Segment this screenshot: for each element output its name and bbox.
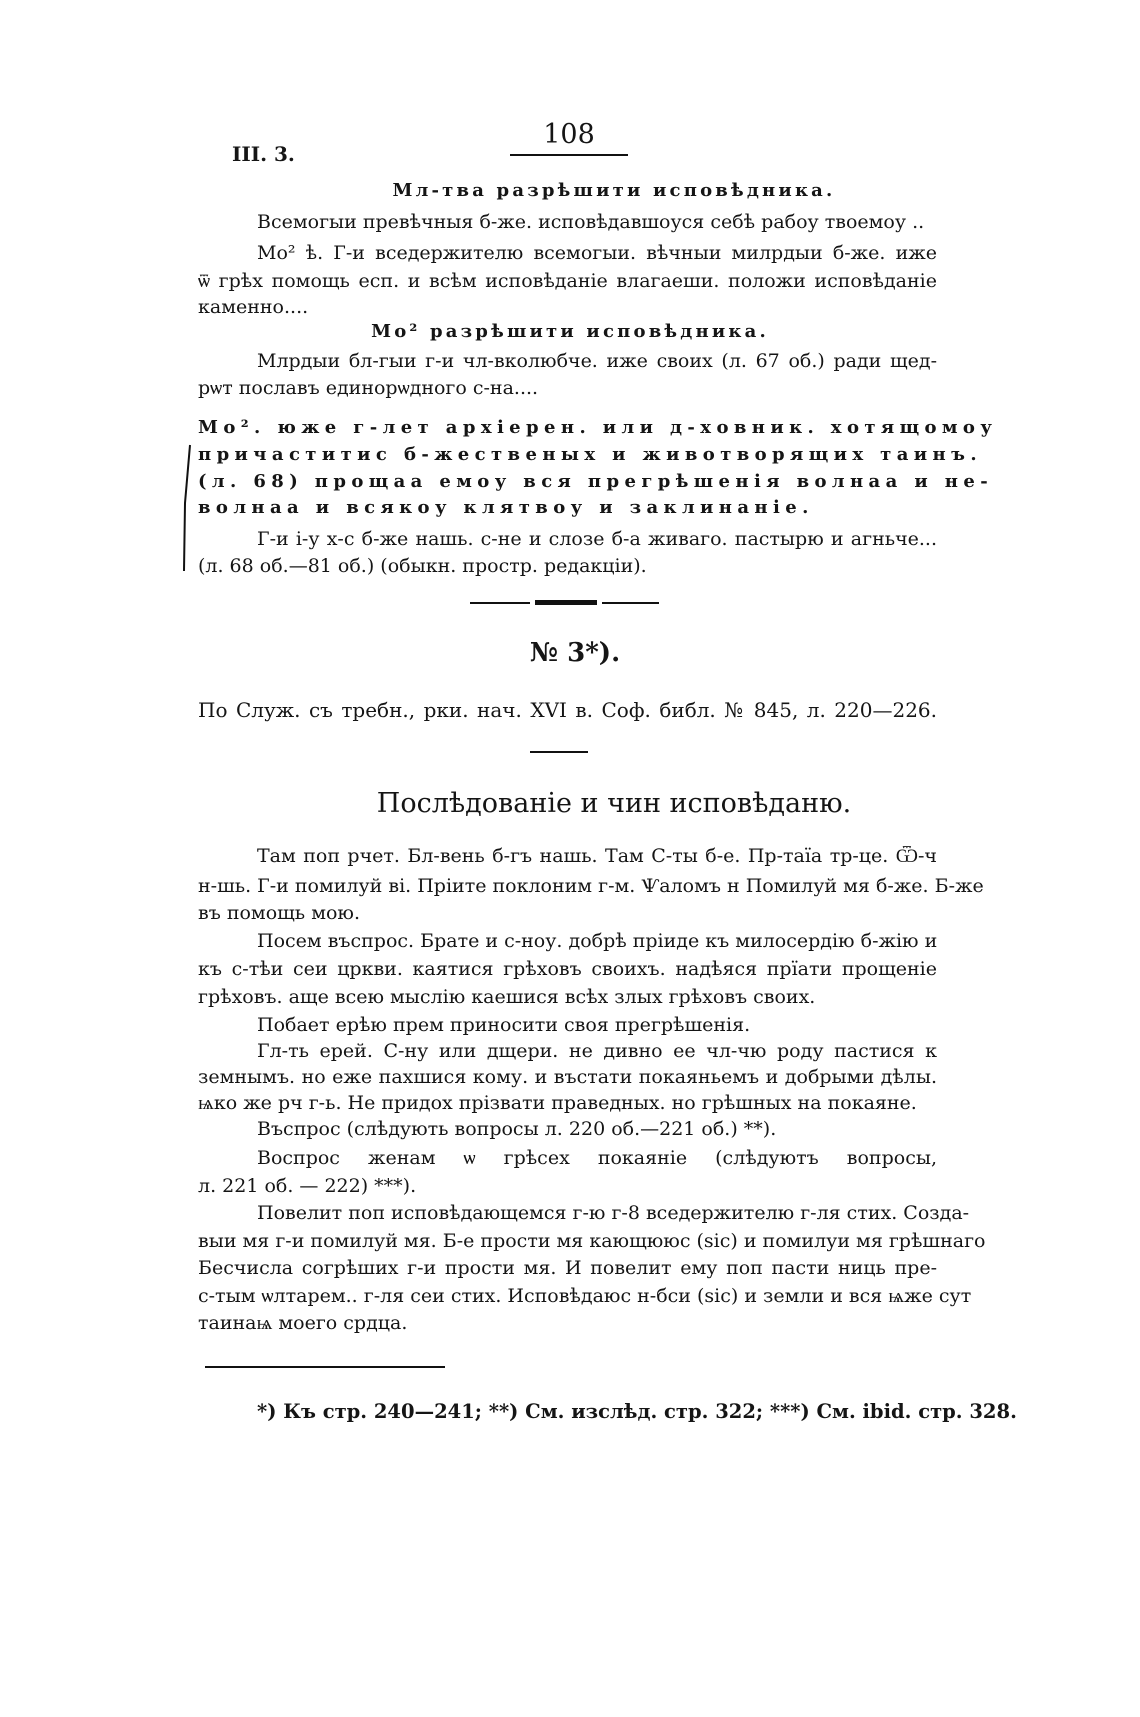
divider-center <box>535 600 597 605</box>
section-heading: Послѣдованіе и чин исповѣданю. <box>376 788 852 819</box>
source-line: По Служ. съ требн., рки. нач. XVI в. Соф. библ. № 845, л. 220—226. <box>198 698 937 722</box>
margin-bracket-mark <box>182 443 192 573</box>
body-line: таинаѩ моего срдца. <box>198 1312 408 1334</box>
text-line: ѿ грѣх помощь есп. и всѣм исповѣданіе влагаеши. положи исповѣданіе <box>198 270 937 292</box>
body-line: н-шь. Г-и помилуй ві. Пріите поклоним г-м. Ѱаломъ н Помилуй мя б-же. Б-же <box>198 875 984 897</box>
body-line: Бесчисла согрѣших г-и прости мя. И повелит ему поп пасти ниць пре- <box>198 1257 937 1279</box>
body-line: въ помощь мою. <box>198 902 360 924</box>
body-line: Воспрос женам ѡ грѣсех покаяніе (слѣдуютъ вопросы, <box>257 1147 937 1169</box>
body-line: Повелит поп исповѣдающемся г-ю г-8 вседержителю г-ля стих. Созда- <box>257 1202 970 1224</box>
text-line: каменно.... <box>198 296 309 318</box>
body-line: выи мя г-и помилуй мя. Б-е прости мя кающююс (sic) и помилуи мя грѣшнаго <box>198 1230 986 1252</box>
body-line: къ с-тѣи сеи цркви. каятися грѣховъ своихъ. надѣяся прїати прощеніе <box>198 958 937 980</box>
spaced-text-line: причаститис б-жественых и животворящих таинъ. <box>198 444 982 465</box>
spaced-text-line: волнаа и всякоу клятвоу и заклинаніе. <box>198 497 814 518</box>
divider-left <box>470 602 530 604</box>
body-line: л. 221 об. — 222) ***). <box>198 1175 417 1197</box>
body-line: с-тым ѡлтарем.. г-ля сеи стих. Исповѣдаюс н-бси (sic) и земли и вся ѩже сут <box>198 1285 972 1307</box>
spaced-text-line: (л. 68) прощаа емоу вся прегрѣшенія волнаа и не- <box>198 471 994 492</box>
body-line: Гл-ть ерей. С-ну или дщери. не дивно ее чл-чю роду пастися к <box>257 1040 937 1062</box>
text-line: (л. 68 об.—81 об.) (обыкн. простр. редакціи). <box>198 555 647 577</box>
page-number: 108 <box>543 119 595 150</box>
text-line: рѡт пославъ единорѡдного с-на.... <box>198 377 539 399</box>
body-line: Въспрос (слѣдують вопросы л. 220 об.—221 об.) **). <box>257 1118 777 1140</box>
body-line: ѩко же рч г-ь. Не придох прізвати праведных. но грѣшных на покаяне. <box>198 1092 917 1114</box>
text-line: Млрдыи бл-гыи г-и чл-вколюбче. иже своих (л. 67 об.) ради щед- <box>257 350 937 372</box>
prayer-title-1: Мл-тва разрѣшити исповѣдника. <box>392 180 836 201</box>
text-line: Всемогыи превѣчныя б-же. исповѣдавшоуся себѣ рабоу твоемоу .. <box>257 211 925 233</box>
footnote: *) Къ стр. 240—241; **) См. изслѣд. стр. 322; ***) См. ibid. стр. 328. <box>257 1400 1017 1423</box>
body-line: Посем въспрос. Брате и с-ноу. добрѣ пріиде къ милосердію б-жію и <box>257 930 938 952</box>
source-rule <box>530 751 588 753</box>
text-line: Г-и і-у х-с б-же нашь. с-не и слозе б-а живаго. пастырю и агньче... <box>257 528 937 550</box>
body-line: Побает ерѣю прем приносити своя прегрѣшенія. <box>257 1014 751 1036</box>
divider-right <box>602 602 659 604</box>
page-number-rule <box>510 154 628 156</box>
prayer-title-2: Мо² разрѣшити исповѣдника. <box>371 321 769 342</box>
section-reference: III. 3. <box>232 142 295 166</box>
body-line: грѣховъ. аще всею мыслію каешися всѣх злых грѣховъ своих. <box>198 986 816 1008</box>
body-line: земнымъ. но еже пахшися кому. и въстати покаяньемъ и добрыми дѣлы. <box>198 1066 937 1088</box>
body-line: Там поп рчет. Бл-вень б-гъ нашь. Там С-ты б-е. Пр-таїа тр-це. Ѿ-ч <box>257 845 937 867</box>
section-number: № 3*). <box>529 638 621 668</box>
footnote-rule <box>205 1366 445 1368</box>
text-line: Мо² ѣ. Г-и вседержителю всемогыи. вѣчныи милрдыи б-же. иже <box>257 242 937 264</box>
spaced-text-line: Мо². юже г-лет архіерен. или д-ховник. хотящомоу <box>198 417 998 438</box>
